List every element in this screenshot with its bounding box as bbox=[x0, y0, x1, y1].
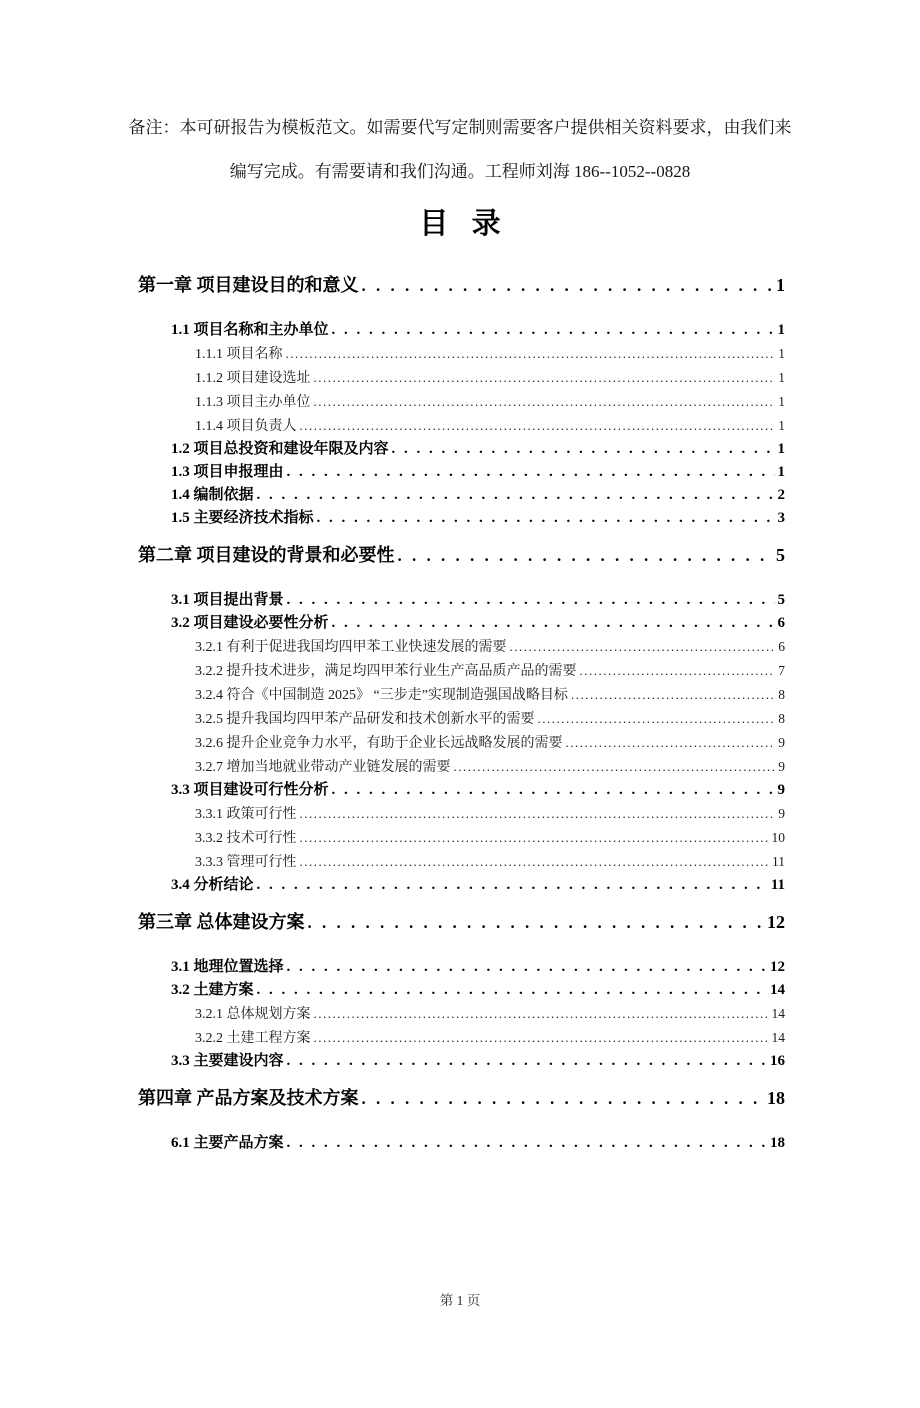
toc-page-number: 5 bbox=[776, 545, 785, 565]
toc-entry-label: 3.4 分析结论 bbox=[171, 877, 254, 893]
toc-entry bbox=[138, 319, 785, 342]
toc-page-number: 8 bbox=[778, 711, 785, 726]
toc-entry-label: 3.2.2 提升技术进步，满足均四甲苯行业生产高品质产品的需要 bbox=[195, 664, 577, 679]
toc-entry-label: 1.1.2 项目建设选址 bbox=[195, 371, 311, 386]
disclaimer-note bbox=[0, 106, 920, 194]
toc-entry-label: 第四章 产品方案及技术方案 bbox=[138, 1088, 359, 1108]
toc-entry bbox=[138, 979, 785, 1002]
footer-page-number: 第 1 页 bbox=[439, 1293, 481, 1308]
toc-entry-label: 3.2 项目建设必要性分析 bbox=[171, 615, 329, 631]
toc-entry-label: 3.3 项目建设可行性分析 bbox=[171, 782, 329, 798]
toc-dot-leader bbox=[362, 1085, 765, 1112]
toc-dot-leader bbox=[454, 755, 776, 779]
toc-page-number: 9 bbox=[778, 759, 785, 774]
toc-page-number: 5 bbox=[777, 592, 785, 608]
toc-dot-leader bbox=[257, 979, 767, 1002]
toc-page-number: 18 bbox=[770, 1135, 785, 1151]
toc-entry-label: 1.2 项目总投资和建设年限及内容 bbox=[171, 441, 389, 457]
toc-page-number: 1 bbox=[777, 464, 785, 480]
toc-entry bbox=[138, 366, 785, 390]
toc bbox=[138, 272, 785, 1155]
toc-entry-label: 3.1 项目提出背景 bbox=[171, 592, 284, 608]
toc-dot-leader bbox=[314, 1002, 769, 1026]
toc-dot-leader bbox=[287, 956, 767, 979]
toc-entry-label: 1.1.3 项目主办单位 bbox=[195, 395, 311, 410]
toc-page-number: 3 bbox=[777, 510, 785, 526]
toc-entry-label: 第二章 项目建设的背景和必要性 bbox=[138, 545, 395, 565]
toc-entry bbox=[138, 850, 785, 874]
toc-entry-label: 3.3.1 政策可行性 bbox=[195, 807, 297, 822]
toc-page-number: 9 bbox=[778, 735, 785, 750]
toc-entry-label: 1.1.1 项目名称 bbox=[195, 347, 283, 362]
toc-entry bbox=[138, 683, 785, 707]
toc-entry-label: 3.2.4 符合《中国制造 2025》 “三步走”实现制造强国战略目标 bbox=[195, 688, 568, 703]
toc-dot-leader bbox=[308, 909, 765, 936]
toc-entry-label: 1.1 项目名称和主办单位 bbox=[171, 322, 329, 338]
toc-chapter-entry bbox=[138, 909, 785, 936]
toc-page-number: 8 bbox=[778, 687, 785, 702]
toc-dot-leader bbox=[287, 1050, 767, 1073]
toc-entry bbox=[138, 731, 785, 755]
toc-dot-leader bbox=[580, 659, 776, 683]
toc-dot-leader bbox=[571, 683, 775, 707]
toc-dot-leader bbox=[317, 507, 775, 530]
toc-entry bbox=[138, 779, 785, 802]
toc-dot-leader bbox=[300, 826, 769, 850]
toc-entry-label: 3.1 地理位置选择 bbox=[171, 959, 284, 975]
toc-dot-leader bbox=[287, 1132, 767, 1155]
toc-page-number: 10 bbox=[771, 830, 785, 845]
toc-dot-leader bbox=[257, 874, 768, 897]
toc-page-number: 6 bbox=[778, 639, 785, 654]
toc-entry bbox=[138, 874, 785, 897]
toc-entry bbox=[138, 390, 785, 414]
toc-dot-leader bbox=[510, 635, 776, 659]
toc-dot-leader bbox=[314, 390, 776, 414]
toc-page-number: 14 bbox=[771, 1030, 785, 1045]
toc-chapter-entry bbox=[138, 1085, 785, 1112]
toc-dot-leader bbox=[287, 589, 775, 612]
toc-entry bbox=[138, 1050, 785, 1073]
toc-page-number: 7 bbox=[778, 663, 785, 678]
toc-page-number: 14 bbox=[770, 982, 785, 998]
toc-dot-leader bbox=[332, 779, 775, 802]
toc-entry-label: 3.2.1 总体规划方案 bbox=[195, 1007, 311, 1022]
toc-page-number: 14 bbox=[771, 1006, 785, 1021]
toc-page-number: 1 bbox=[778, 418, 785, 433]
toc-entry-label: 3.2.6 提升企业竞争力水平，有助于企业长远战略发展的需要 bbox=[195, 736, 563, 751]
toc-entry-label: 3.2.7 增加当地就业带动产业链发展的需要 bbox=[195, 760, 451, 775]
toc-entry bbox=[138, 1132, 785, 1155]
toc-dot-leader bbox=[392, 438, 775, 461]
toc-entry-label: 3.3.2 技术可行性 bbox=[195, 831, 297, 846]
toc-page-number: 11 bbox=[772, 854, 785, 869]
toc-page-number: 11 bbox=[770, 877, 785, 893]
toc-dot-leader bbox=[398, 542, 774, 569]
toc-dot-leader bbox=[300, 802, 776, 826]
toc-chapter-entry bbox=[138, 272, 785, 299]
toc-entry bbox=[138, 659, 785, 683]
toc-page-number: 1 bbox=[778, 394, 785, 409]
toc-entry-label: 1.5 主要经济技术指标 bbox=[171, 510, 314, 526]
toc-dot-leader bbox=[566, 731, 776, 755]
toc-dot-leader bbox=[362, 272, 774, 299]
toc-entry bbox=[138, 461, 785, 484]
toc-page-number: 1 bbox=[777, 441, 785, 457]
toc-entry bbox=[138, 484, 785, 507]
toc-chapter-entry bbox=[138, 542, 785, 569]
toc-entry-label: 3.2.2 土建工程方案 bbox=[195, 1031, 311, 1046]
toc-entry bbox=[138, 956, 785, 979]
toc-entry bbox=[138, 414, 785, 438]
toc-dot-leader bbox=[538, 707, 776, 731]
disclaimer-note-line-2: 编写完成。有需要请和我们沟通。工程师刘海 186--1052--0828 bbox=[229, 162, 691, 181]
toc-entry bbox=[138, 438, 785, 461]
toc-page-number: 1 bbox=[778, 346, 785, 361]
toc-entry-label: 第一章 项目建设目的和意义 bbox=[138, 275, 359, 295]
toc-page-number: 2 bbox=[777, 487, 785, 503]
toc-page-number: 1 bbox=[777, 322, 785, 338]
toc-entry bbox=[138, 1026, 785, 1050]
toc-dot-leader bbox=[332, 612, 775, 635]
toc-page-number: 12 bbox=[767, 912, 785, 932]
toc-dot-leader bbox=[314, 366, 776, 390]
toc-entry bbox=[138, 826, 785, 850]
toc-entry bbox=[138, 707, 785, 731]
toc-entry bbox=[138, 589, 785, 612]
toc-entry bbox=[138, 507, 785, 530]
toc-entry-label: 1.1.4 项目负责人 bbox=[195, 419, 297, 434]
toc-entry bbox=[138, 612, 785, 635]
toc-page-number: 16 bbox=[770, 1053, 785, 1069]
toc-entry-label: 3.2.5 提升我国均四甲苯产品研发和技术创新水平的需要 bbox=[195, 712, 535, 727]
toc-entry bbox=[138, 802, 785, 826]
toc-dot-leader bbox=[314, 1026, 769, 1050]
toc-dot-leader bbox=[257, 484, 775, 507]
toc-dot-leader bbox=[332, 319, 775, 342]
toc-entry-label: 6.1 主要产品方案 bbox=[171, 1135, 284, 1151]
page-title: 目 录 bbox=[419, 208, 501, 240]
toc-entry-label: 3.3.3 管理可行性 bbox=[195, 855, 297, 870]
toc-dot-leader bbox=[287, 461, 775, 484]
toc-page-number: 6 bbox=[777, 615, 785, 631]
toc-page-number: 12 bbox=[770, 959, 785, 975]
toc-dot-leader bbox=[300, 850, 770, 874]
toc-entry-label: 第三章 总体建设方案 bbox=[138, 912, 305, 932]
toc-entry bbox=[138, 635, 785, 659]
toc-entry bbox=[138, 1002, 785, 1026]
toc-dot-leader bbox=[286, 342, 776, 366]
toc-entry bbox=[138, 342, 785, 366]
toc-entry-label: 3.2 土建方案 bbox=[171, 982, 254, 998]
toc-page-number: 1 bbox=[776, 275, 785, 295]
toc-entry-label: 3.2.1 有利于促进我国均四甲苯工业快速发展的需要 bbox=[195, 640, 507, 655]
toc-entry bbox=[138, 755, 785, 779]
toc-entry-label: 1.4 编制依据 bbox=[171, 487, 254, 503]
toc-entry-label: 3.3 主要建设内容 bbox=[171, 1053, 284, 1069]
toc-page-number: 9 bbox=[777, 782, 785, 798]
toc-page-number: 1 bbox=[778, 370, 785, 385]
toc-dot-leader bbox=[300, 414, 776, 438]
toc-page-number: 18 bbox=[767, 1088, 785, 1108]
toc-entry-label: 1.3 项目申报理由 bbox=[171, 464, 284, 480]
toc-page-number: 9 bbox=[778, 806, 785, 821]
disclaimer-note-line-1: 备注：本可研报告为模板范文。如需要代写定制则需要客户提供相关资料要求，由我们来 bbox=[128, 118, 792, 137]
